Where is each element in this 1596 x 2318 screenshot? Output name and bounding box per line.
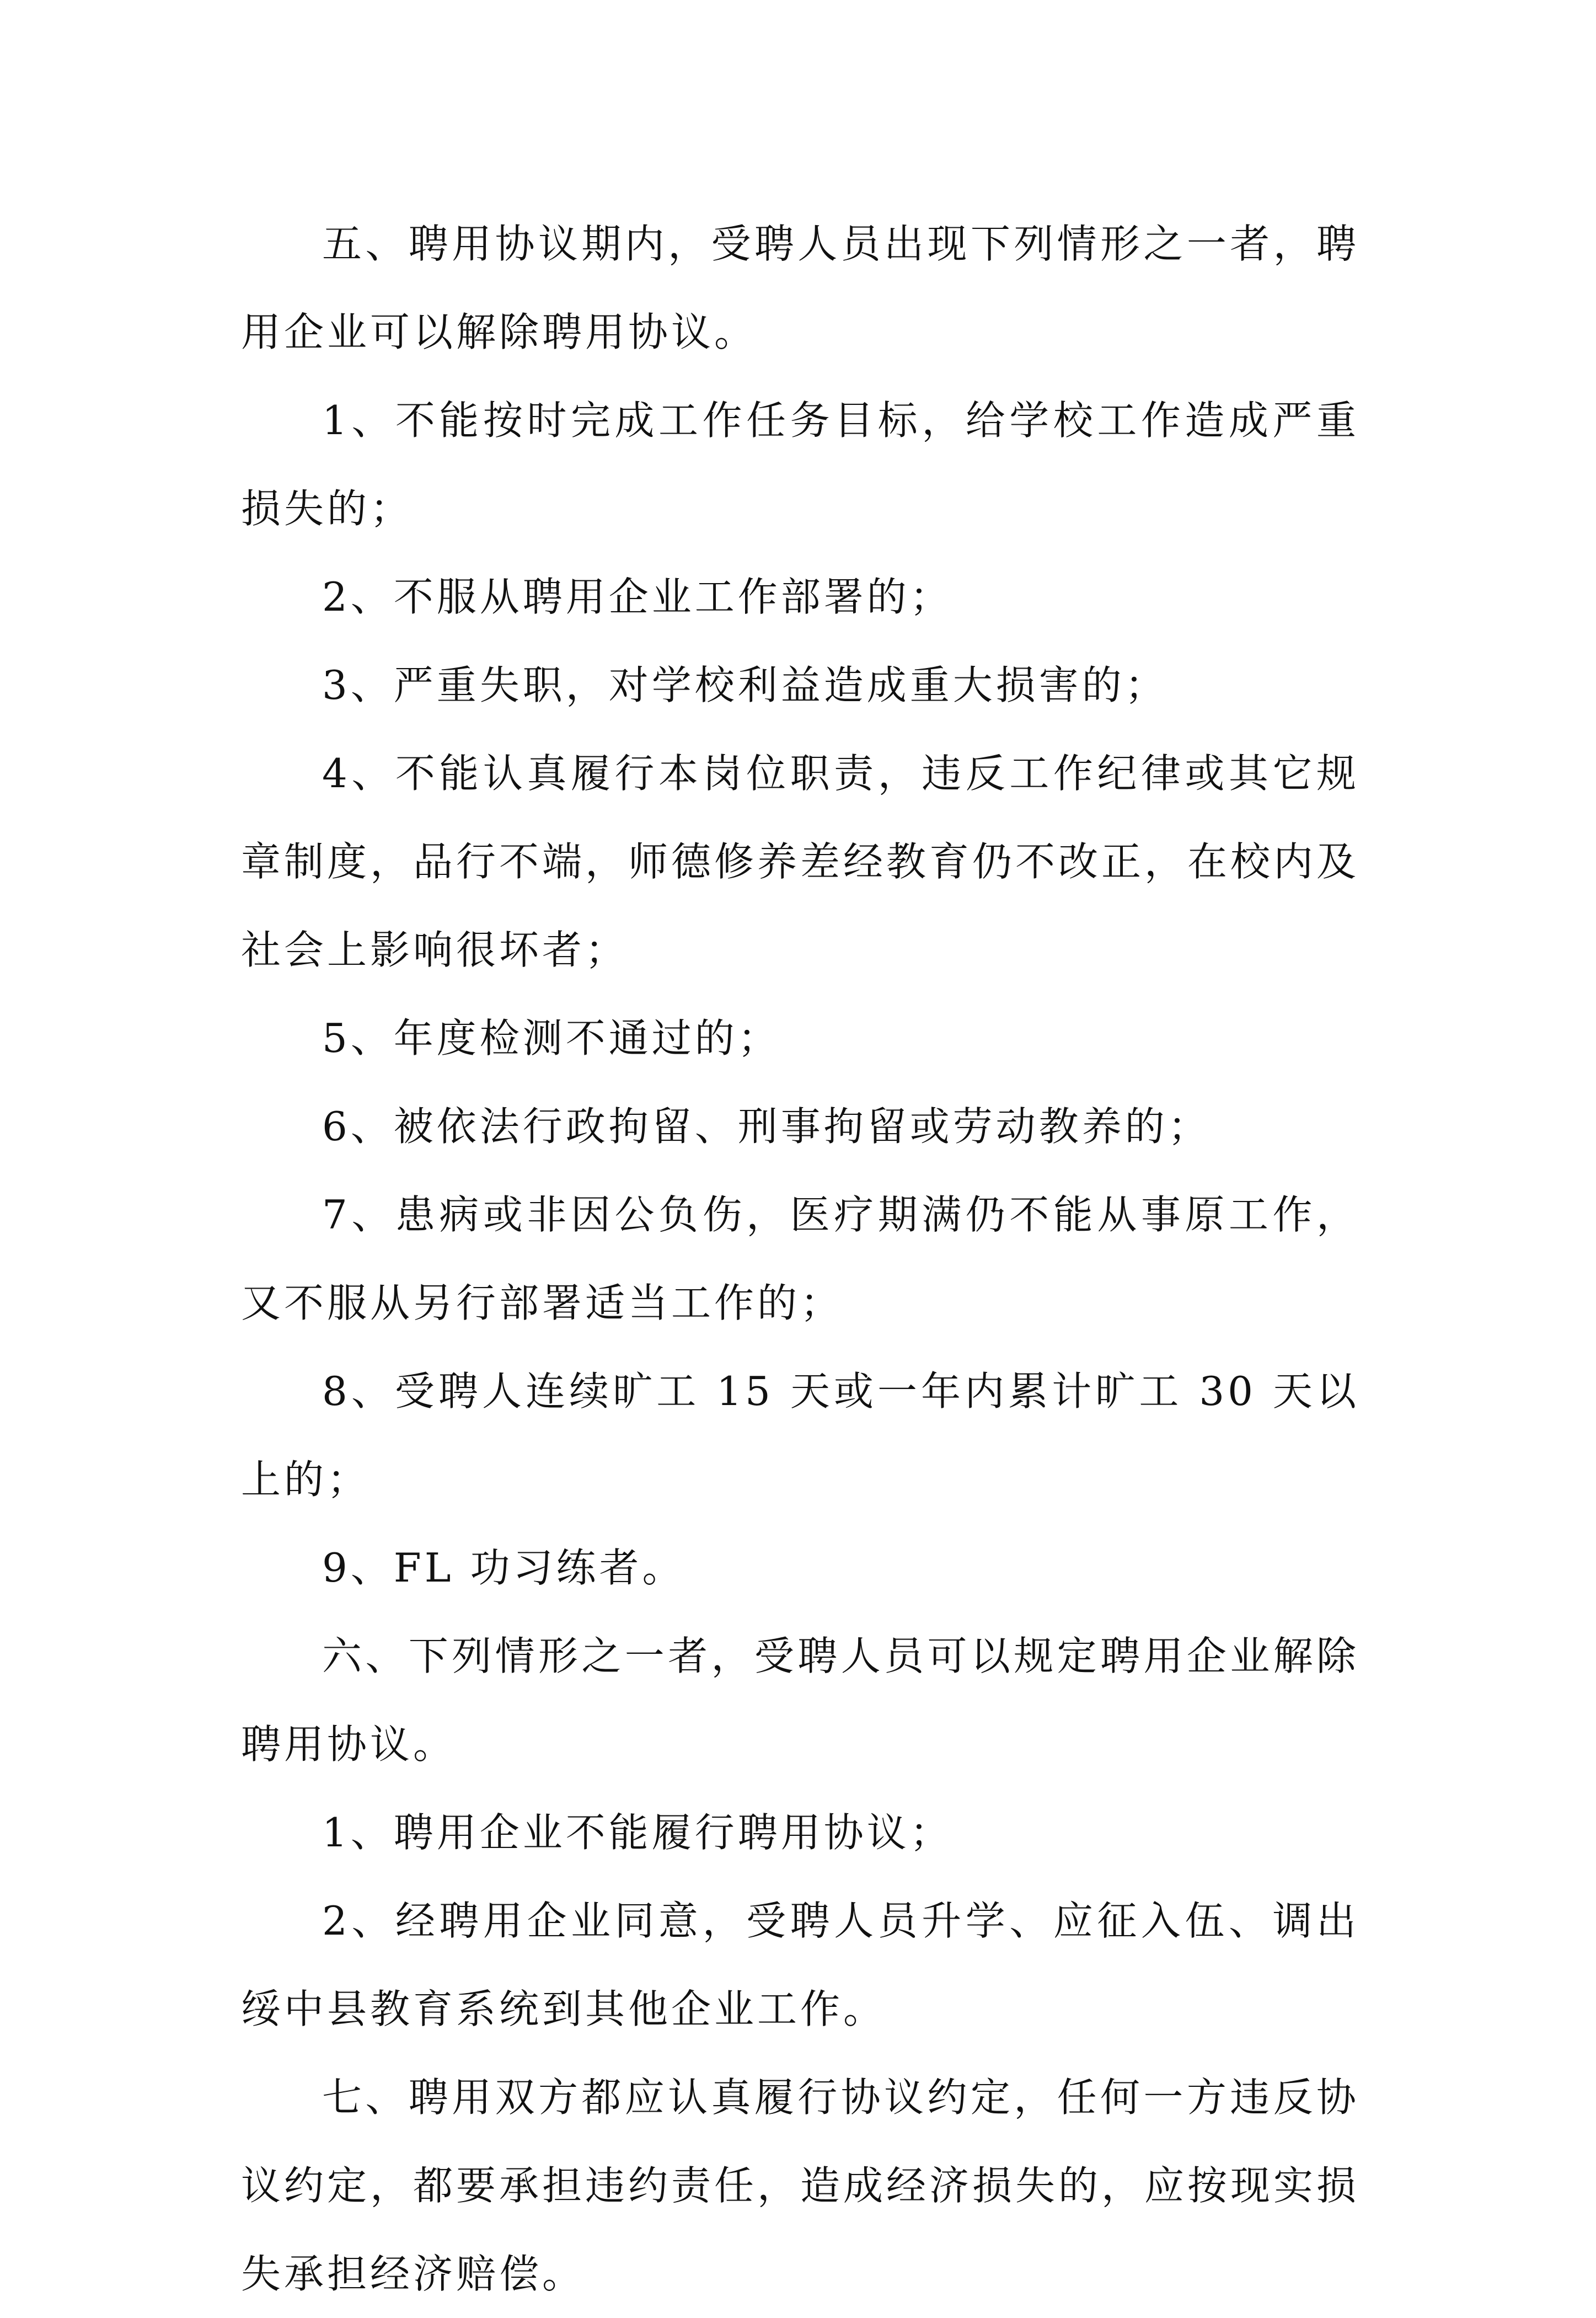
paragraph-section-7: 七、聘用双方都应认真履行协议约定，任何一方违反协议约定，都要承担违约责任，造成经济损失的，应按现实损失承担经济赔偿。 — [241, 2074, 1360, 2297]
document-body — [241, 200, 1359, 2318]
list-item-5-8: 8、受聘人连续旷工 15 天或一年内累计旷工 30 天以上的； — [241, 1368, 1359, 1503]
list-item-5-3: 3、严重失职，对学校利益造成重大损害的； — [322, 662, 1168, 708]
list-item-5-4: 4、不能认真履行本岗位职责，违反工作纪律或其它规章制度，品行不端，师德修养差经教育仍不改正，在校内及社会上影响很坏者； — [241, 750, 1360, 973]
list-item-6-2: 2、经聘用企业同意，受聘人员升学、应征入伍、调出绥中县教育系统到其他企业工作。 — [241, 1898, 1359, 2032]
list-item-5-9: 9、FL 功习练者。 — [322, 1545, 685, 1591]
list-item-5-1: 1、不能按时完成工作任务目标，给学校工作造成严重损失的； — [241, 397, 1359, 532]
list-item-6-1: 1、聘用企业不能履行聘用协议； — [322, 1809, 953, 1856]
list-item-5-6: 6、被依法行政拘留、刑事拘留或劳动教养的； — [322, 1103, 1211, 1150]
list-item-5-2: 2、不服从聘用企业工作部署的； — [322, 574, 953, 620]
paragraph-section-6: 六、下列情形之一者，受聘人员可以规定聘用企业解除聘用协议。 — [241, 1633, 1359, 1767]
paragraph-section-5: 五、聘用协议期内，受聘人员出现下列情形之一者，聘用企业可以解除聘用协议。 — [241, 221, 1359, 355]
list-item-5-7: 7、患病或非因公负伤，医疗期满仍不能从事原工作，又不服从另行部署适当工作的； — [241, 1192, 1359, 1326]
list-item-5-5: 5、年度检测不通过的； — [322, 1015, 781, 1061]
